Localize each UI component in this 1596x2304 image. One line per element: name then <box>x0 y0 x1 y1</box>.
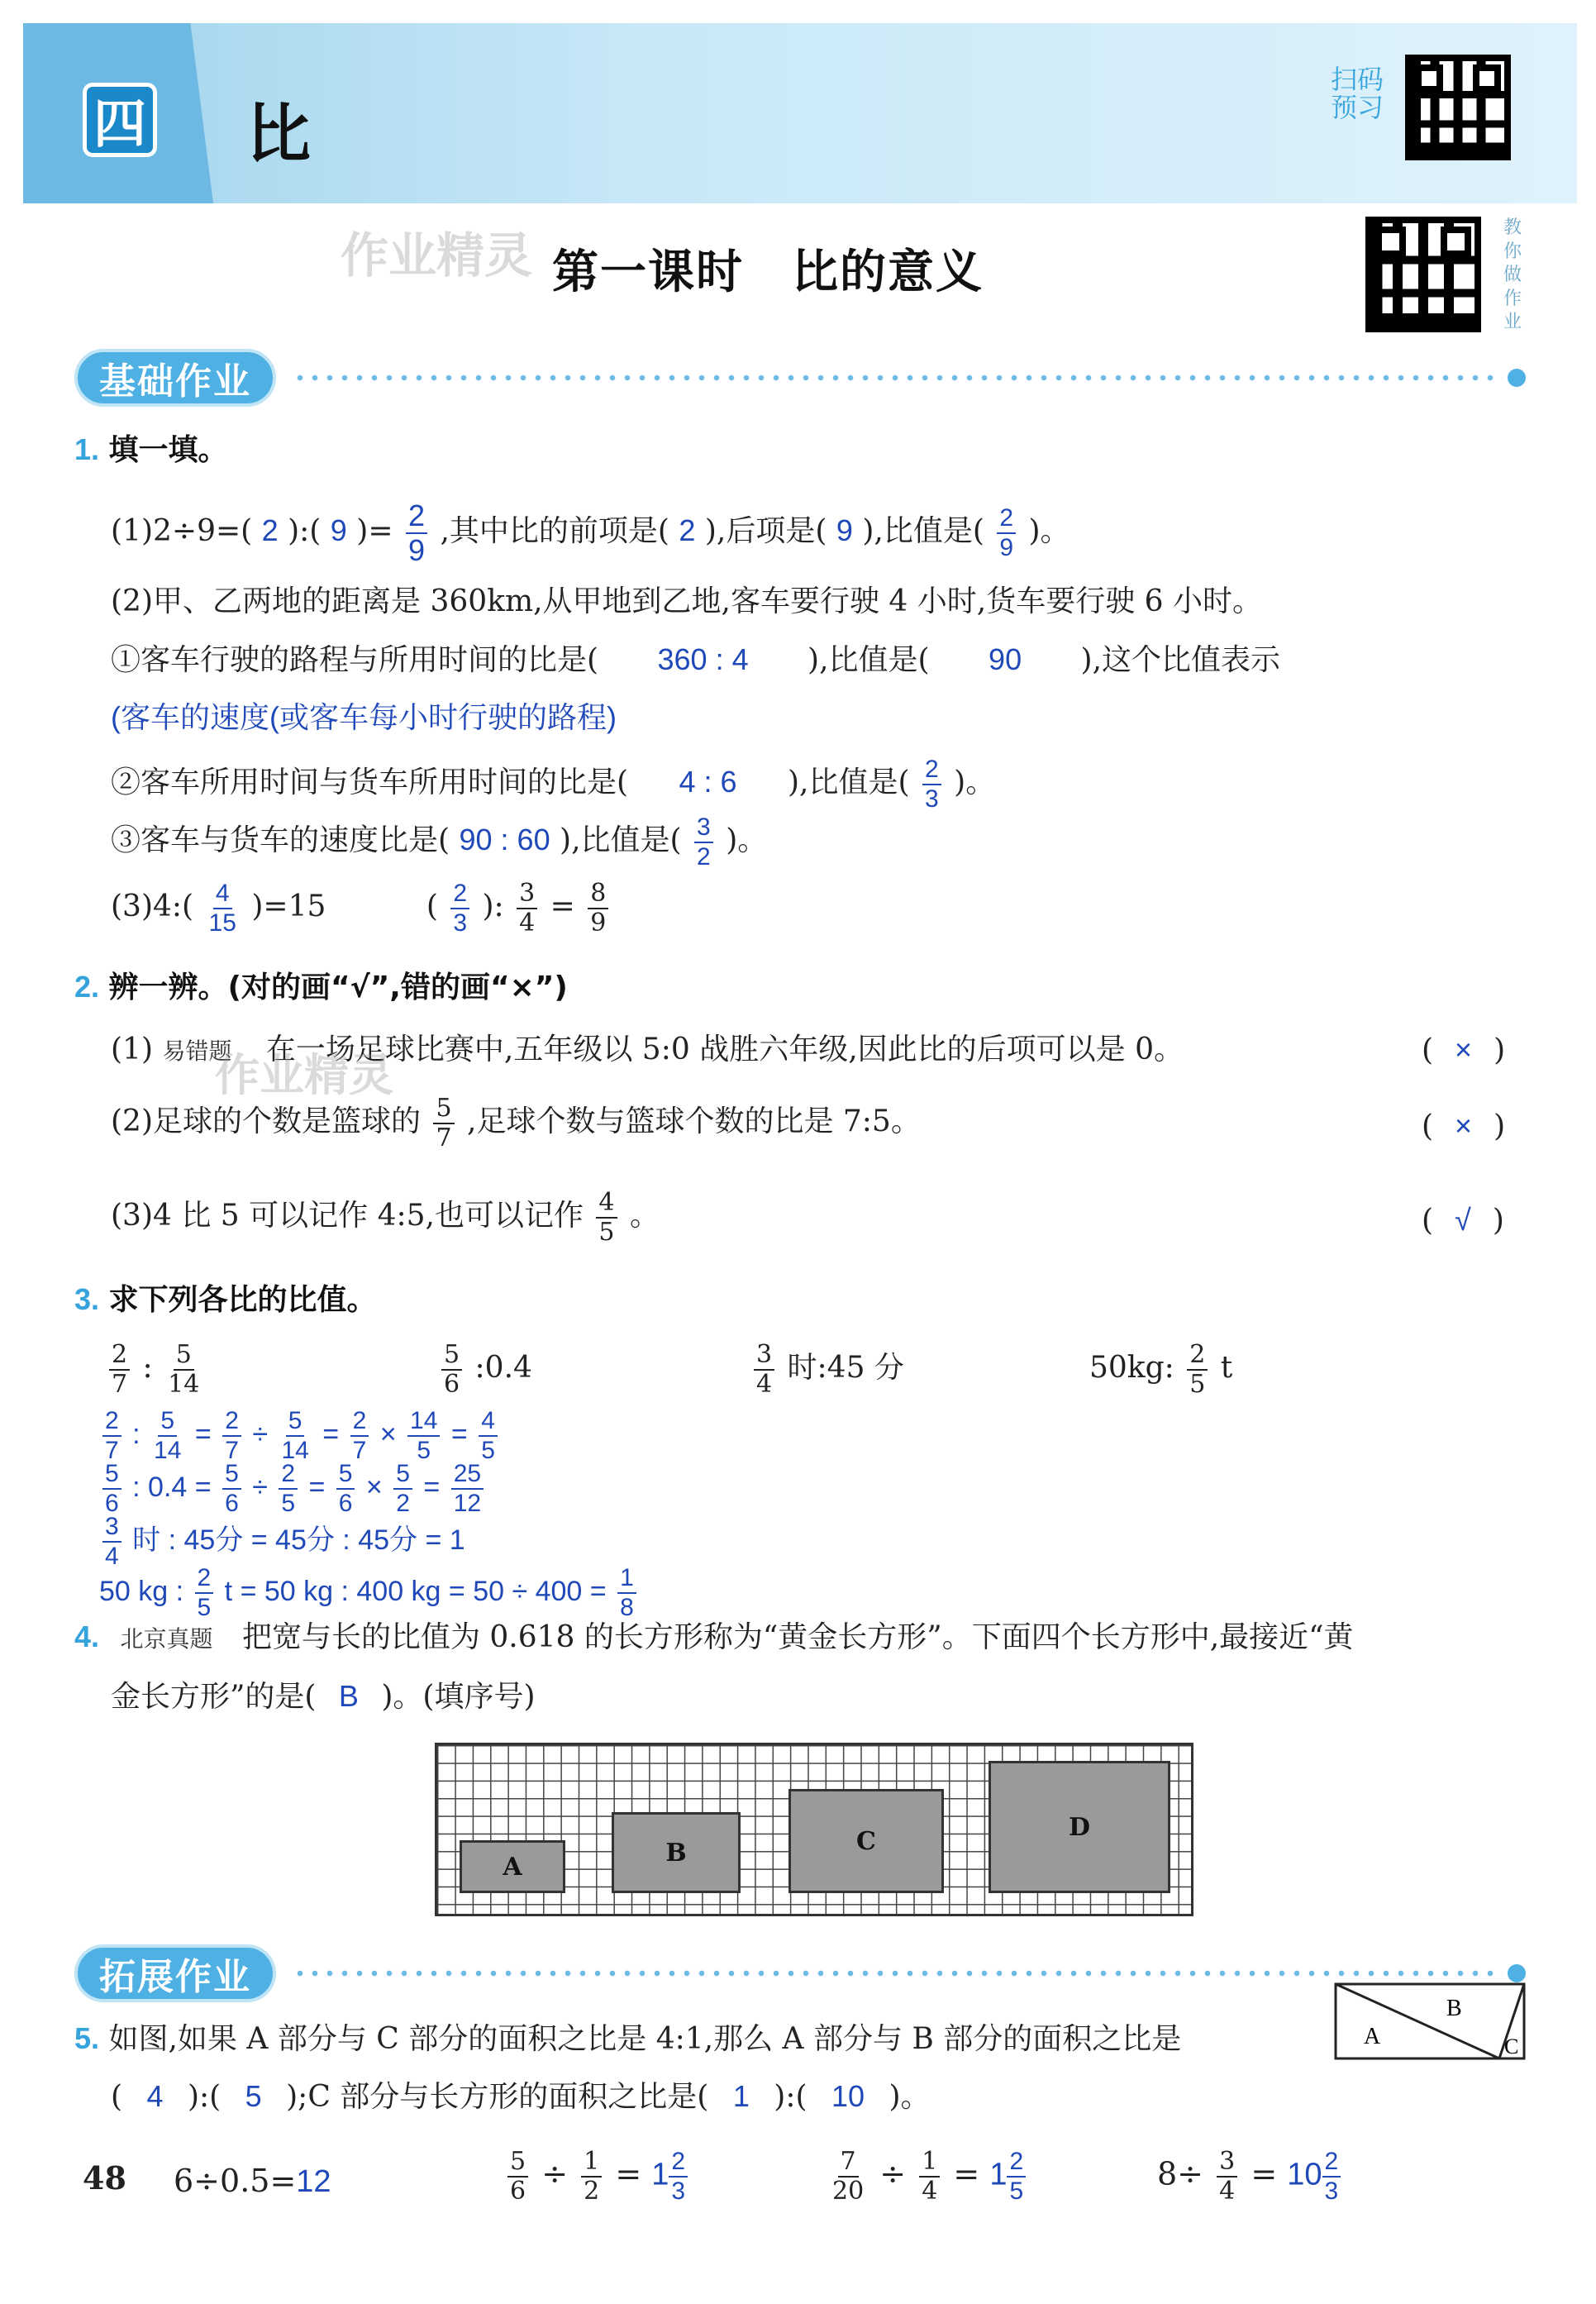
section-banner-extend <box>74 1943 1526 2004</box>
watermark: 作业精灵 <box>341 227 533 284</box>
q1-part2-2: ②客车所用时间与货车所用时间的比是( 4 : 6 ),比值是( $\frac{2}{3}$ )。 <box>111 756 996 813</box>
q1-heading: 1. 填一填。 <box>74 432 228 467</box>
fraction: $\frac{8}{9}$ <box>588 881 608 936</box>
region-label-b: B <box>1446 1996 1462 2021</box>
chapter-number: 四 <box>83 83 157 157</box>
q2-item-1: (1) 易错题 在一场足球比赛中,五年级以 5:0 战胜六年级,因此比的后项可以是 0。 <box>111 1033 1184 1066</box>
section-title: 拓展作业 <box>74 1944 276 2002</box>
q3-solution-3: $\frac{3}{4}$ 时 : 45分 = 45分 : 45分 = 1 <box>99 1515 465 1569</box>
watermark: 作业精灵 <box>215 1049 393 1101</box>
rectangle-a: A <box>460 1840 565 1893</box>
divider-end-dot <box>1508 369 1526 387</box>
region-label-c: C <box>1504 2034 1519 2058</box>
q3-solution-1: $\frac{2}{7}$ : $\frac{5}{14}$ = $\frac{2}{7}$ ÷ $\frac{5}{14}$ = $\frac{2}{7}$ × $\frac{14}{5}$ = $\frac{4}{5}$ <box>99 1409 501 1463</box>
q1-part1: (1)2÷9=( 2 ):( 9 )= $\frac{2}{9}$ ,其中比的前项是( 2 ),后项是( 9 ),比值是( $\frac{2}{9}$ )。 <box>111 498 1070 567</box>
fraction: $\frac{2}{9}$ <box>406 501 427 565</box>
q2-answer-3: ( √ ) <box>1422 1203 1504 1238</box>
q4-line1: 4. 北京真题 把宽与长的比值为 0.618 的长方形称为“黄金长方形”。下面四个长方形中,最接近“黄 <box>74 1619 1354 1654</box>
dotted-divider <box>293 374 1503 381</box>
section-banner-basic <box>74 347 1526 408</box>
scan-preview-label: 扫码 预习 <box>1331 64 1384 123</box>
error-prone-tag: 易错题 <box>162 1038 232 1065</box>
fraction: $\frac{4}{5}$ <box>596 1190 617 1245</box>
q1-part2-1: ①客车行驶的路程与所用时间的比是( 360 : 4 ),比值是( 90 ),这个比值表示 <box>111 642 1281 677</box>
q2-answer-2: ( × ) <box>1422 1109 1506 1143</box>
beijing-exam-tag: 北京真题 <box>120 1625 213 1653</box>
q1-part3: (3)4:( $\frac{4}{15}$ )=15 ( $\frac{2}{3}$ ): $\frac{3}{4}$ = $\frac{8}{9}$ <box>111 881 612 936</box>
footer-exercise-3: $\frac{7}{20}$ ÷ $\frac{1}{4}$ = 1 $\frac{2}{5}$ <box>827 2149 1029 2204</box>
q3-problem-1: $\frac{2}{7}$ : $\frac{5}{14}$ <box>106 1343 205 1397</box>
footer-exercise-2: $\frac{5}{6}$ ÷ $\frac{1}{2}$ = 1 $\frac{2}{3}$ <box>504 2149 691 2204</box>
q3-solution-2: $\frac{5}{6}$ : 0.4 = $\frac{5}{6}$ ÷ $\frac{2}{5}$ = $\frac{5}{6}$ × $\frac{5}{2}$ = $\frac{25}{12}$ <box>99 1462 487 1516</box>
q3-solution-4: 50 kg : $\frac{2}{5}$ t = 50 kg : 400 kg = 50 ÷ 400 = $\frac{1}{8}$ <box>99 1566 640 1620</box>
q5-line1: 5. 如图,如果 A 部分与 C 部分的面积之比是 4:1,那么 A 部分与 B 部分的面积之比是 <box>74 2021 1182 2056</box>
q2-item-3: (3)4 比 5 可以记作 4:5,也可以记作 $\frac{4}{5}$ 。 <box>111 1188 660 1247</box>
rectangle-b: B <box>612 1812 741 1893</box>
divider-end-dot <box>1508 1964 1526 1982</box>
fraction: $\frac{5}{7}$ <box>433 1096 454 1151</box>
q3-problem-4: 50kg: $\frac{2}{5}$ t <box>1089 1340 1233 1399</box>
q2-item-2: (2)足球的个数是篮球的 $\frac{5}{7}$ ,足球个数与篮球个数的比是 7:5。 <box>111 1094 921 1152</box>
q5-rectangle-figure <box>1334 1982 1527 2062</box>
dotted-divider <box>293 1970 1503 1977</box>
q3-heading: 3. 求下列各比的比值。 <box>74 1282 377 1317</box>
q5-line2: ( 4 ):( 5 );C 部分与长方形的面积之比是( 1 ):( 10 )。 <box>111 2079 931 2114</box>
rectangle-d: D <box>989 1761 1170 1893</box>
q1-part2-intro: (2)甲、乙两地的距离是 360km,从甲地到乙地,客车要行驶 4 小时,货车要行驶 6 小时。 <box>111 584 1263 618</box>
side-vertical-text: 教 你 做 作 业 <box>1503 217 1522 333</box>
lesson-title: 第一课时 比的意义 <box>552 246 984 299</box>
page-number: 48 <box>83 2159 126 2197</box>
q3-problem-3: $\frac{3}{4}$ 时:45 分 <box>750 1343 904 1397</box>
fraction: $\frac{3}{2}$ <box>694 815 713 870</box>
fraction: $\frac{2}{9}$ <box>997 506 1016 560</box>
q1-part2-1-line2: (客车的速度(或客车每小时行驶的路程) <box>111 700 617 734</box>
q2-heading: 2. 辨一辨。(对的画“√”,错的画“×”) <box>74 970 568 1004</box>
q1-part2-3: ③客车与货车的速度比是( 90 : 60 ),比值是( $\frac{3}{2}$ )。 <box>111 813 768 871</box>
q2-answer-1: ( × ) <box>1422 1033 1506 1067</box>
qr-code-icon[interactable] <box>1405 55 1511 160</box>
q3-problem-2: $\frac{5}{6}$ :0.4 <box>438 1343 532 1397</box>
footer-exercise-1: 6÷0.5=12 <box>174 2163 331 2199</box>
region-label-a: A <box>1364 2024 1381 2049</box>
fraction: $\frac{4}{15}$ <box>208 880 236 937</box>
section-title: 基础作业 <box>74 349 276 407</box>
fraction: $\frac{2}{3}$ <box>450 881 469 936</box>
chapter-title: 比 <box>246 98 312 172</box>
fraction: $\frac{2}{3}$ <box>922 757 941 812</box>
q4-line2: 金长方形”的是( B )。(填序号) <box>111 1679 536 1714</box>
rectangle-c: C <box>788 1789 944 1893</box>
footer-exercise-4: 8÷ $\frac{3}{4}$ = 10 $\frac{2}{3}$ <box>1157 2149 1344 2204</box>
fraction: $\frac{3}{4}$ <box>517 881 537 936</box>
qr-code-icon[interactable] <box>1365 217 1481 332</box>
